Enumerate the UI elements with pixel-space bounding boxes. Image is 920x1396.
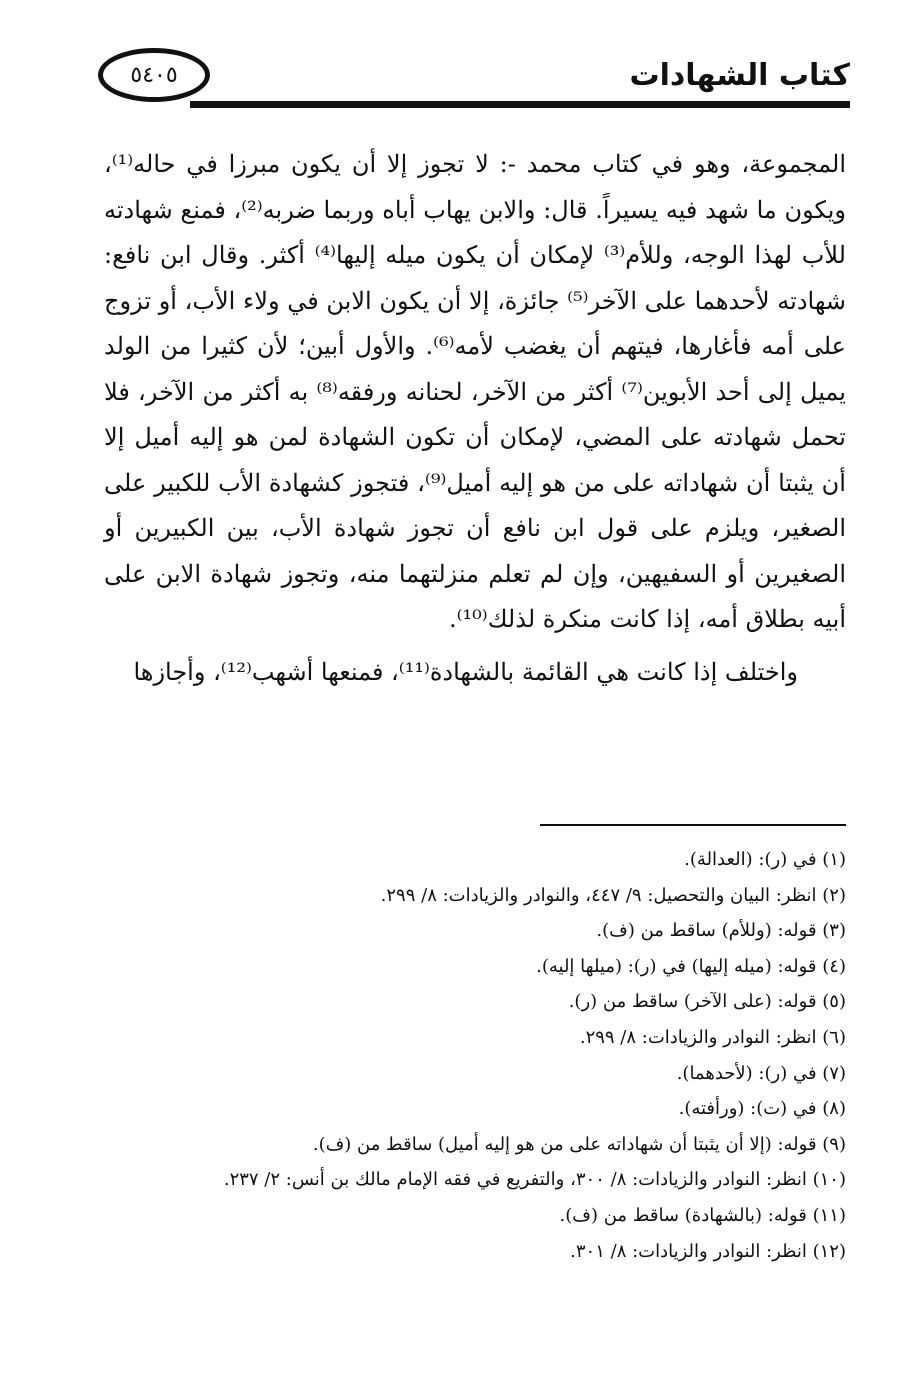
footnote-9: (٩) قوله: (إلا أن يثبتا أن شهاداته على من هو إليه أميل) ساقط من (ف). [312, 1133, 846, 1155]
footnote-7: (٧) في (ر): (لأحدهما). [676, 1062, 846, 1084]
header-rule [190, 101, 850, 108]
footnote-2: (٢) انظر: البيان والتحصيل: ٩/ ٤٤٧، والنوادر والزيادات: ٨/ ٢٩٩. [380, 884, 846, 906]
footnote-3: (٣) قوله: (وللأم) ساقط من (ف). [596, 920, 846, 942]
main-text [104, 142, 846, 695]
paragraph-1: المجموعة، وهو في كتاب محمد -: لا تجوز إلا أن يكون مبرزا في حاله⁽¹⁾، ويكون ما شهد فيه يسيراً. قال: والابن يهاب أباه وربما ضربه⁽²⁾، فمنع شهادته للأب لهذا الوجه، وللأم⁽³⁾ لإمكان أن يكون ميله إليها⁽⁴⁾ أكثر. وقال ابن نافع: شهادته لأحدهما على الآخر⁽⁵⁾ جائزة، إلا أن يكون الابن في ولاء الأب، أو تزوج على أمه فأغارها، فيتهم أن يغضب لأمه⁽⁶⁾. والأول أبين؛ لأن كثيرا من الولد يميل إلى أحد الأبوين⁽⁷⁾ أكثر من الآخر، لحنانه ورفقه⁽⁸⁾ به أكثر من الآخر، فلا تحمل شهادته على المضي، لإمكان أن تكون الشهادة لمن هو إليه أميل إلا أن يثبتا أن شهاداته على من هو إليه أميل⁽⁹⁾، فتجوز كشهادة الأب للكبير على الصغير، ويلزم على قول ابن نافع أن تجوز شهادة الأب، بين الكبيرين أو الصغيرين أو السفيهين، وإن لم تعلم منزلتهما منه، وتجوز شهادة الابن على أبيه بطلاق أمه، إذا كانت منكرة لذلك⁽¹⁰⁾. [104, 150, 847, 633]
paragraph-2: واختلف إذا كانت هي القائمة بالشهادة⁽¹¹⁾، فمنعها أشهب⁽¹²⁾، وأجازها [133, 657, 798, 686]
page-number: ٥٤٠٥ [130, 62, 178, 88]
footnote-5: (٥) قوله: (على الآخر) ساقط من (ر). [568, 991, 846, 1013]
footnote-8: (٨) في (ت): (ورأفته). [678, 1098, 846, 1120]
page-header [98, 44, 850, 114]
footnote-11: (١١) قوله: (بالشهادة) ساقط من (ف). [559, 1204, 846, 1226]
footnote-4: (٤) قوله: (ميله إليها) في (ر): (ميلها إليه). [536, 955, 846, 977]
footnote-12: (١٢) انظر: النوادر والزيادات: ٨/ ٣٠١. [570, 1240, 846, 1262]
footnote-10: (١٠) انظر: النوادر والزيادات: ٨/ ٣٠٠، والتفريع في فقه الإمام مالك بن أنس: ٢/ ٢٣٧. [223, 1169, 846, 1191]
book-title: كتاب الشهادات [629, 58, 850, 93]
footnote-separator [540, 824, 846, 826]
footnote-1: (١) في (ر): (العدالة). [684, 849, 846, 870]
footnotes-list [104, 842, 846, 1269]
page-number-badge [98, 48, 210, 102]
footnote-6: (٦) انظر: النوادر والزيادات: ٨/ ٢٩٩. [579, 1026, 846, 1048]
